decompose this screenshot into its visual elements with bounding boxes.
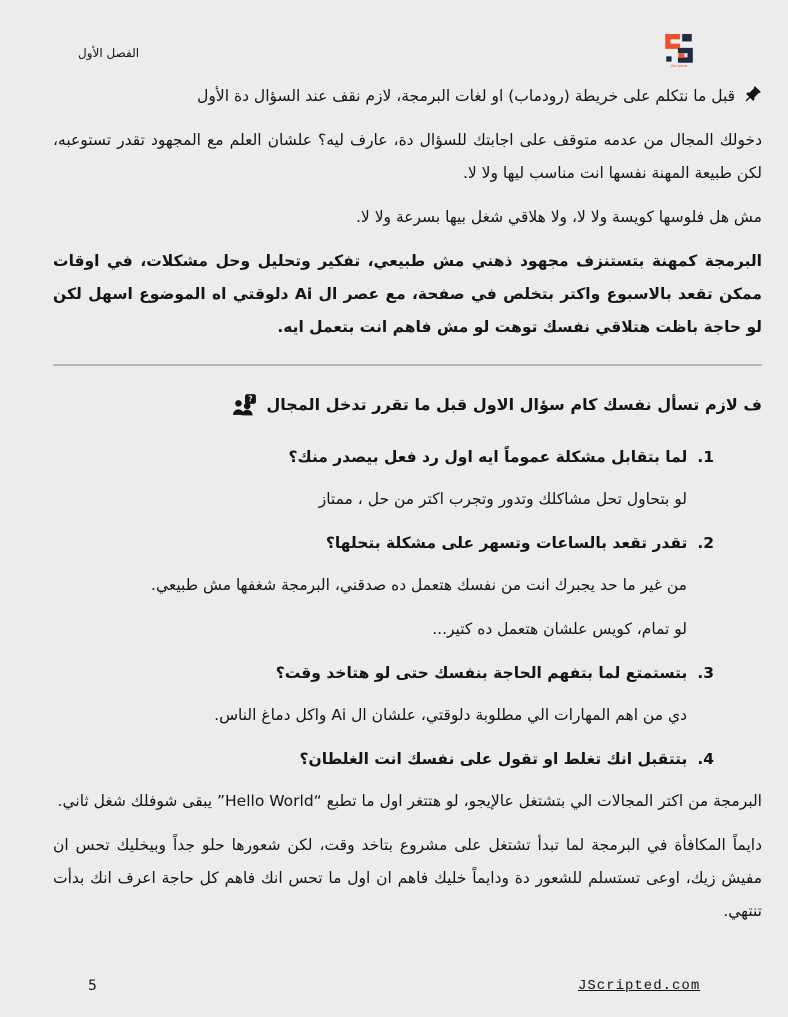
question-title: لما بتقابل مشكلة عموماً ايه اول رد فعل بيصدر منك؟ (288, 448, 688, 466)
question-item-3 (53, 657, 714, 690)
page-content (53, 80, 762, 939)
question-title: تقدر تقعد بالساعات وتسهر على مشكلة بتحلها؟ (325, 534, 688, 552)
people-question-icon (233, 394, 257, 416)
paragraph-ego: البرمجة من اكتر المجالات الي بتشتغل عالإيجو، لو هتتغر اول ما تطبع “Hello World” يبقى شوفلك شغل ثاني. (57, 792, 762, 810)
pinned-intro-line (53, 80, 762, 113)
question-number: 2. (697, 534, 714, 552)
questions-heading (53, 388, 762, 421)
question-number: 3. (697, 664, 714, 682)
question-title: بتتقبل انك تغلط او تقول على نفسك انت الغلطان؟ (299, 750, 688, 768)
question-number: 4. (697, 750, 714, 768)
chapter-header-label: الفصل الأول (78, 46, 140, 60)
paragraph-reward: دايماً المكافأة في البرمجة لما تبدأ تشتغل على مشروع بتاخد وقت، لكن شعورها حلو جداً وبيخليك تحس ان مفيش زيك، اوعى تستسلم للشعور دة ودايماً خليك فاهم ان اول ما تحس انك فاهم كل حاجة اعرف انك بدأت تنتهي. (53, 836, 762, 920)
section-divider (53, 364, 762, 366)
logo-caption-text: JScripted (670, 63, 688, 68)
svg-text:?: ? (248, 394, 254, 404)
paragraph-entry-decision: دخولك المجال من عدمه متوقف على اجابتك للسؤال دة، عارف ليه؟ علشان العلم مع المجهود تقدر تستوعبه، لكن طبيعة المهنة نفسها انت مناسب ليها ولا لا. (53, 131, 762, 182)
question-number: 1. (697, 448, 714, 466)
questions-heading-text: ف لازم تسأل نفسك كام سؤال الاول قبل ما تقرر تدخل المجال (266, 395, 762, 414)
question-answer: دي من اهم المهارات الي مطلوبة دلوقتي، علشان ال Ai واكل دماغ الناس. (214, 706, 687, 724)
site-link[interactable]: JScripted.com (578, 978, 701, 994)
page-number: 5 (88, 978, 97, 994)
pushpin-icon (742, 85, 762, 105)
paragraph-effort: البرمجة كمهنة بتستنزف مجهود ذهني مش طبيعي، تفكير وتحليل وحل مشكلات، في اوقات ممكن تقعد بالاسبوع واكتر بتخلص في صفحة، مع عصر ال Ai دلوقتي اه الموضوع اسهل لكن لو حاجة باظت هتلاقي نفسك توهت لو مش فاهم انت بتعمل ايه. (53, 252, 762, 336)
question-answer: لو بتحاول تحل مشاكلك وتدور وتجرب اكتر من حل ، ممتاز (318, 490, 687, 508)
question-item-1 (53, 441, 714, 474)
question-title: بتستمتع لما بتفهم الحاجة بنفسك حتى لو هتاخد وقت؟ (275, 664, 688, 682)
paragraph-money: مش هل فلوسها كويسة ولا لا، ولا هلاقي شغل بيها بسرعة ولا لا. (356, 208, 762, 226)
pinned-intro-text: قبل ما نتكلم على خريطة (رودماب) او لغات البرمجة، لازم نقف عند السؤال دة الأول (197, 87, 736, 105)
question-item-2 (53, 527, 714, 560)
question-answer: من غير ما حد يجبرك انت من نفسك هتعمل ده صدقني، البرمجة شغفها مش طبيعي. (151, 576, 687, 594)
jscripted-logo-icon (665, 34, 693, 68)
question-item-4 (53, 743, 714, 776)
jscripted-logo (664, 34, 694, 72)
question-answer: لو تمام، كويس علشان هتعمل ده كتير... (432, 620, 687, 638)
